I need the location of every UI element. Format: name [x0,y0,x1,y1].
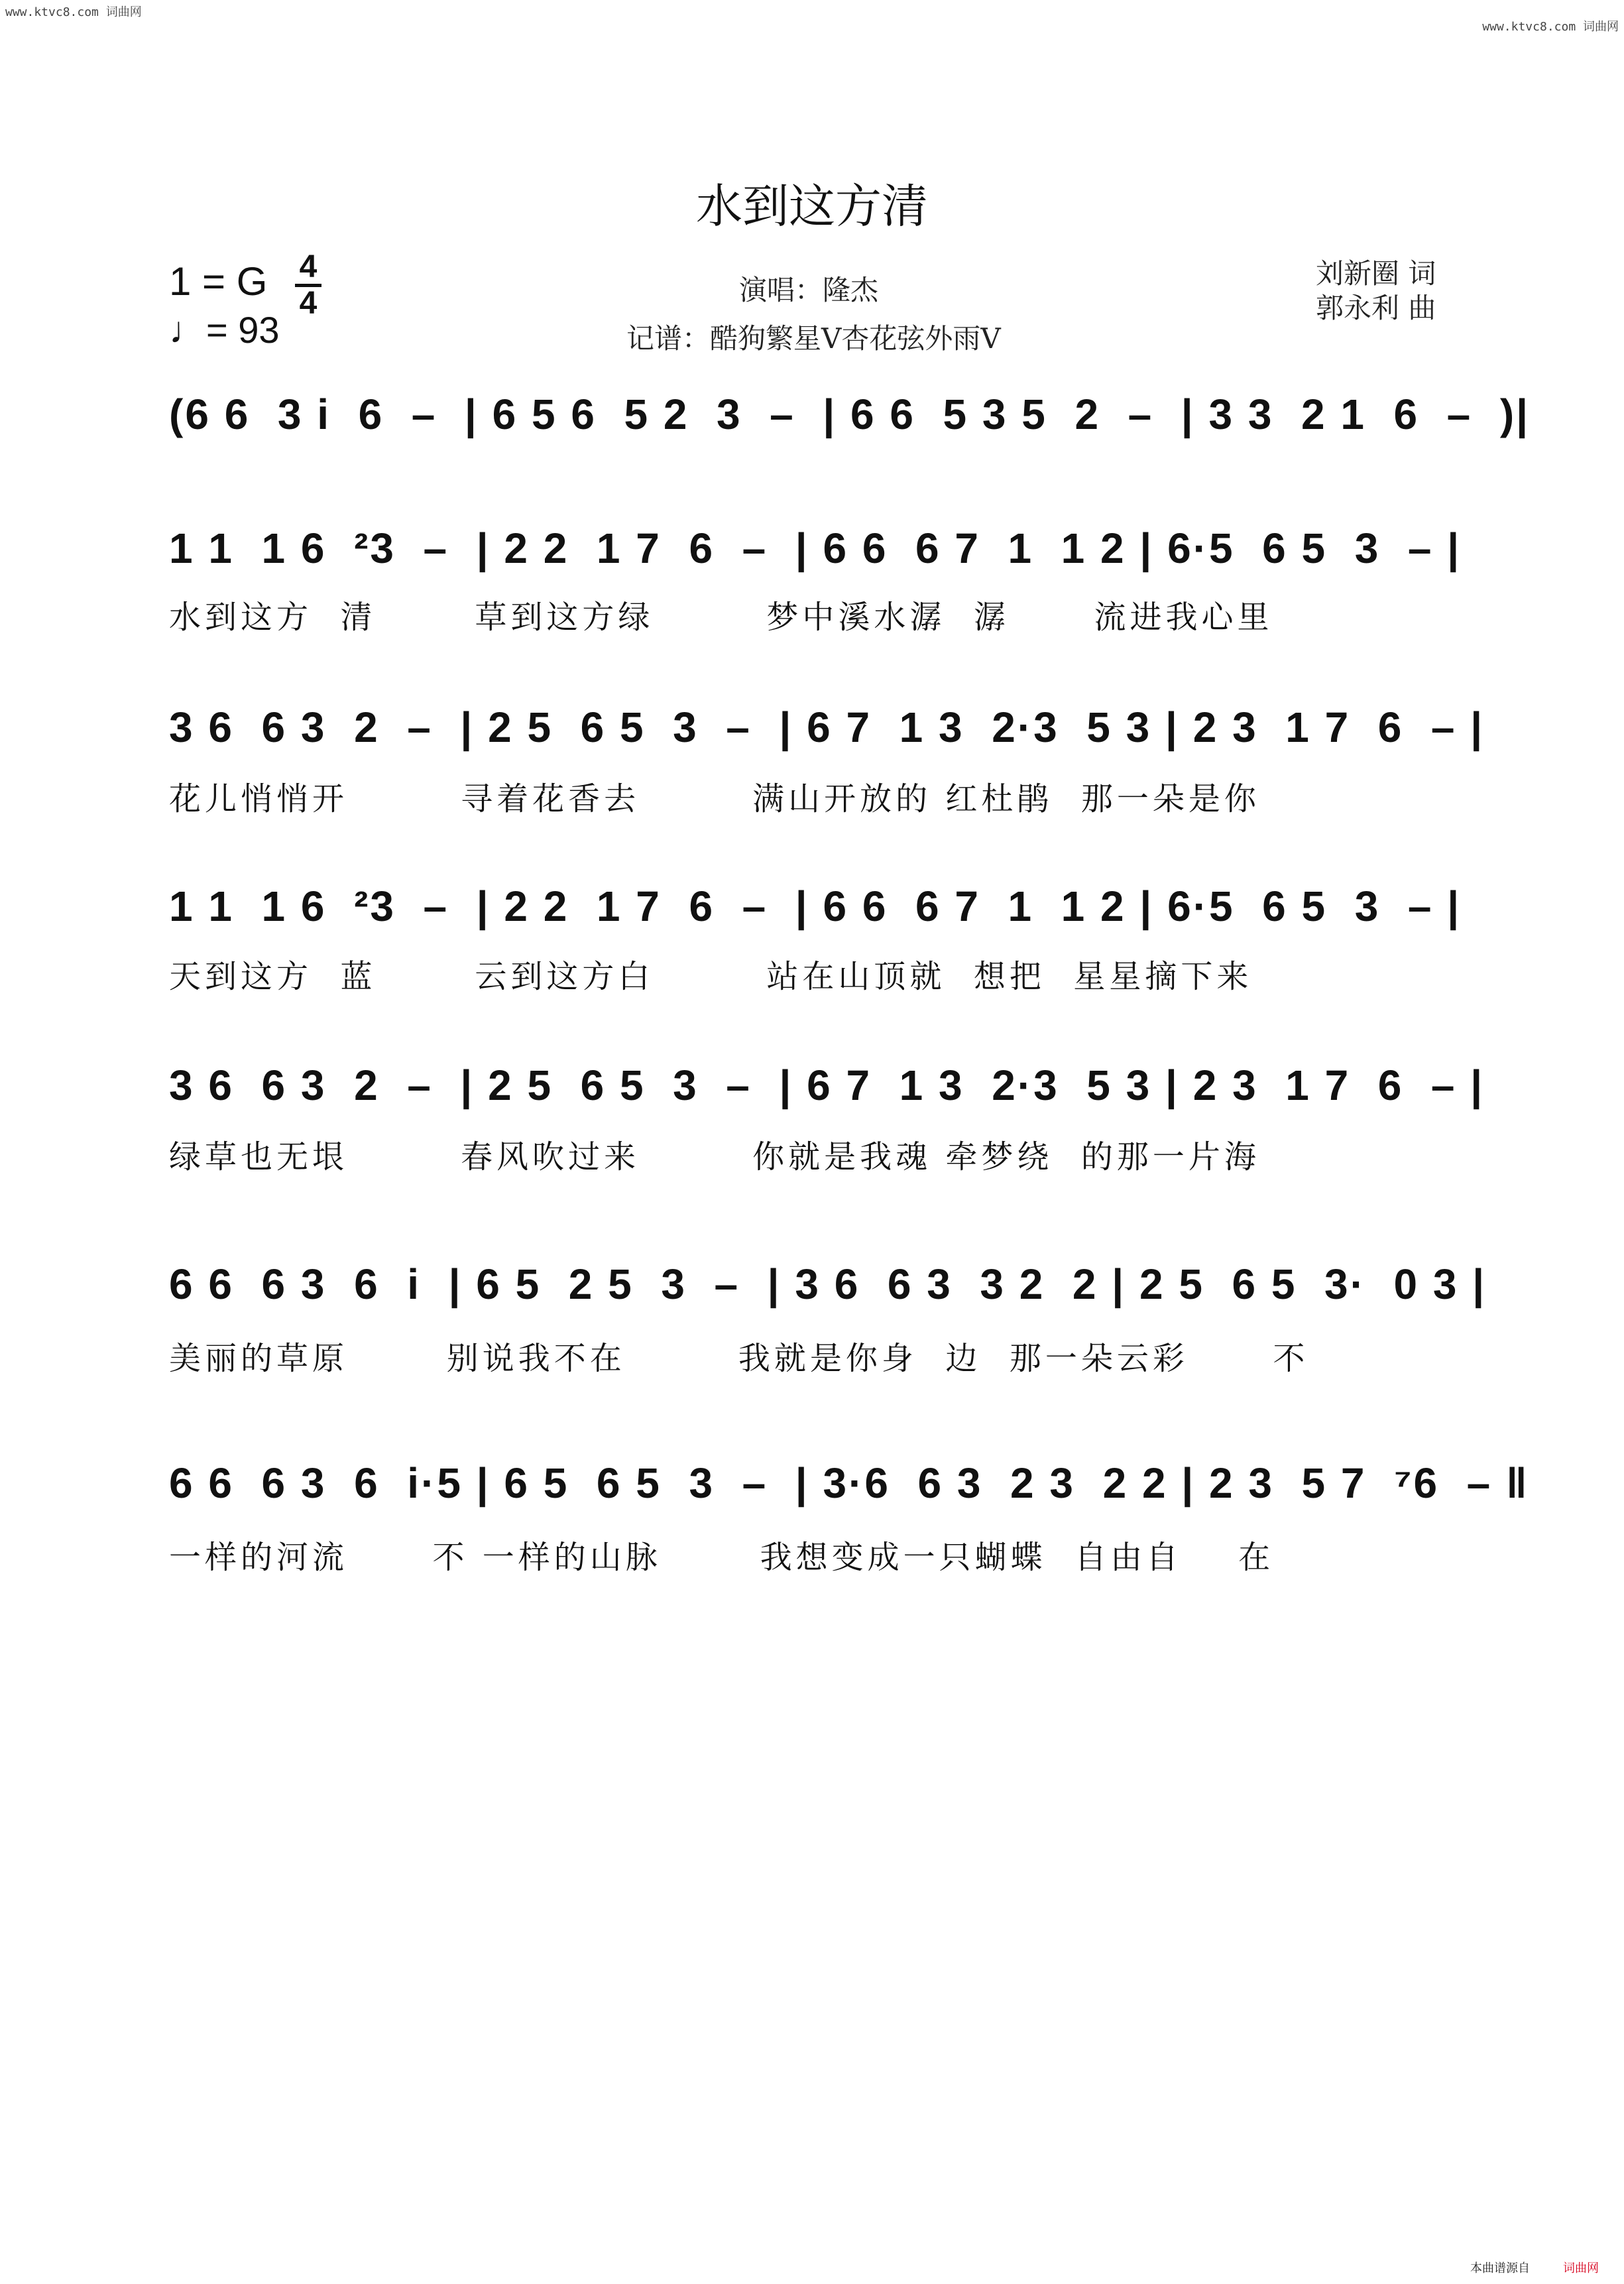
score-row-2-notes: 1 1 1 6 ²3 – | 2 2 1 7 6 – | 6 6 6 7 1 1 2 | 6·5 6 5 3 – | [169,524,1462,572]
score-row-7-notes: 6 6 6 3 6 i·5 | 6 5 6 5 3 – | 3·6 6 3 2 3 2 2 | 2 3 5 7 ⁷6 – ‖ [169,1459,1529,1507]
score-row-5-notes: 3 6 6 3 2 – | 2 5 6 5 3 – | 6 7 1 3 2·3 5 3 | 2 3 1 7 6 – | [169,1061,1485,1109]
song-title: 水到这方清 [696,179,928,233]
score-row-6-notes: 6 6 6 3 6 i | 6 5 2 5 3 – | 3 6 6 3 3 2 2 | 2 5 6 5 3· 0 3 | [169,1260,1487,1308]
header-left: www.ktvc8.com 词曲网 [5,5,142,19]
score-row-1-notes: (6 6 3 i 6 – | 6 5 6 5 2 3 – | 6 6 5 3 5 2 – | 3 3 2 1 6 – )| [169,391,1531,438]
score-row-7-lyrics: 一样的河流 不 一样的山脉 我想变成一只蝴蝶 自由自 在 [169,1539,1275,1576]
time-signature [295,249,321,321]
score-row-4-lyrics: 天到这方 蓝 云到这方白 站在山顶就 想把 星星摘下来 [169,958,1253,995]
key-signature: 1 = G [169,259,268,304]
footer-site: 词曲网 [1563,2261,1599,2275]
time-signature-top: 4 [299,249,318,284]
lyricist-credit: 刘新圈 词 [1316,257,1436,290]
score-row-4-notes: 1 1 1 6 ²3 – | 2 2 1 7 6 – | 6 6 6 7 1 1 2 | 6·5 6 5 3 – | [169,882,1462,930]
footer-source: 本曲谱源自 [1470,2261,1530,2275]
score-row-3-notes: 3 6 6 3 2 – | 2 5 6 5 3 – | 6 7 1 3 2·3 5 3 | 2 3 1 7 6 – | [169,703,1485,751]
score-row-3-lyrics: 花儿悄悄开 寻着花香去 满山开放的 红杜鹃 那一朵是你 [169,780,1260,817]
score-row-5-lyrics: 绿草也无垠 春风吹过来 你就是我魂 牵梦绕 的那一片海 [169,1138,1260,1175]
score-row-2-lyrics: 水到这方 清 草到这方绿 梦中溪水潺 潺 流进我心里 [169,599,1273,636]
header-right: www.ktvc8.com 词曲网 [1482,20,1619,34]
singer-credit: 演唱：隆杰 [739,274,879,306]
transcriber-credit: 记谱：酷狗繁星V杏花弦外雨V [626,322,1001,355]
score-row-6-lyrics: 美丽的草原 别说我不在 我就是你身 边 那一朵云彩 不 [169,1340,1309,1377]
time-signature-bottom: 4 [299,286,318,321]
tempo-marking: ♩= 93 [169,309,280,351]
composer-credit: 郭永利 曲 [1316,292,1436,324]
